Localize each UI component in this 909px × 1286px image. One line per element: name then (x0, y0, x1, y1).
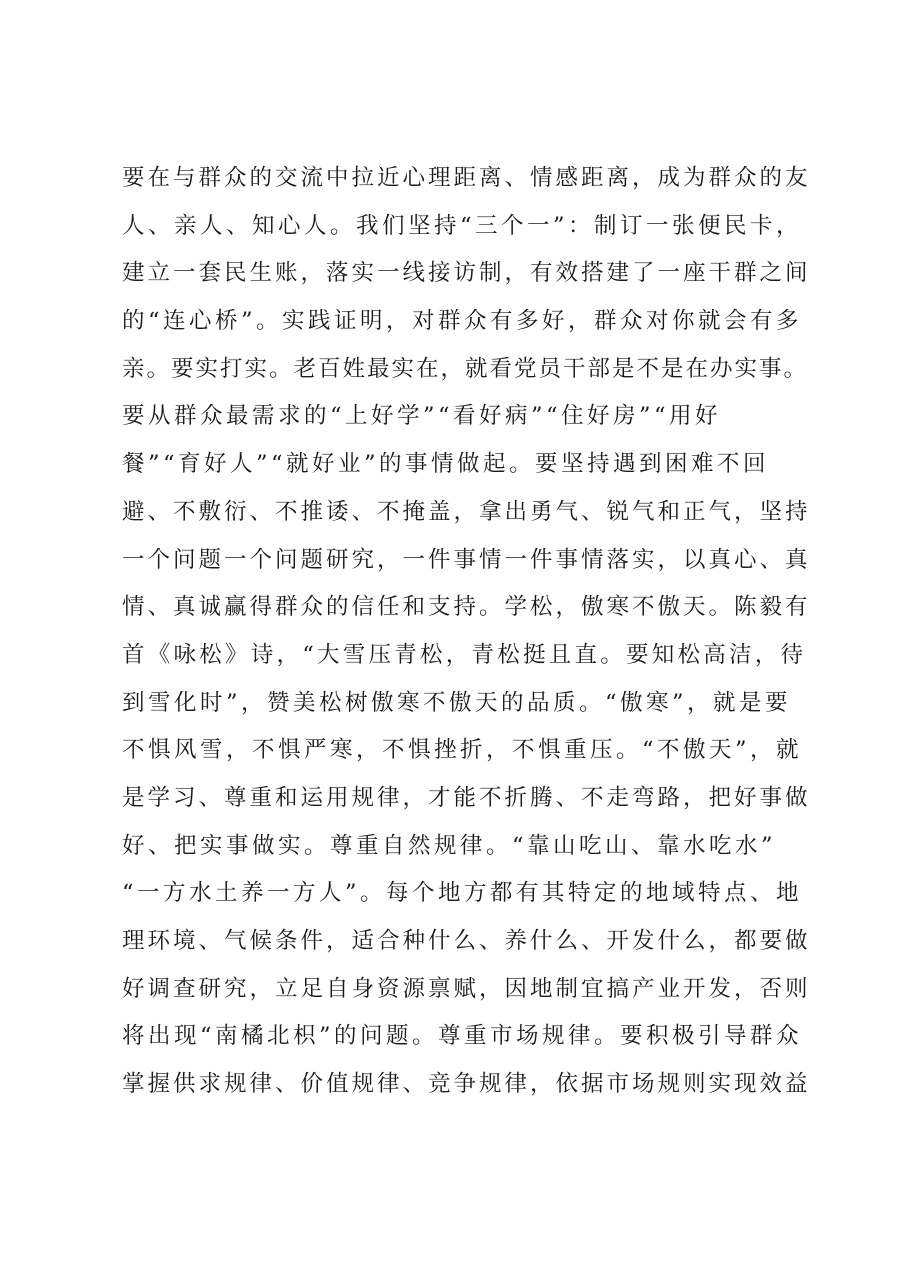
text-line: 是学习、尊重和运用规律，才能不折腾、不走弯路，把好事做 (122, 784, 811, 811)
text-line: “一方水土养一方人”。每个地方都有其特定的地域特点、地 (122, 880, 803, 907)
text-line: 避、不敷衍、不推诿、不掩盖，拿出勇气、锐气和正气，坚持 (122, 498, 811, 525)
text-line: 理环境、气候条件，适合种什么、养什么、开发什么，都要做 (122, 928, 811, 954)
text-line: 餐”“育好人”“就好业”的事情做起。要坚持遇到困难不回 (122, 451, 770, 478)
text-line: 不惧风雪，不惧严寒，不惧挫折，不惧重压。“不傲天”，就 (122, 737, 803, 764)
text-line: 到雪化时”，赞美松树傲寒不傲天的品质。“傲寒”，就是要 (122, 689, 792, 716)
body-text (122, 155, 811, 1109)
text-line: 一个问题一个问题研究，一件事情一件事情落实，以真心、真 (122, 546, 811, 573)
text-line: 要从群众最需求的“上好学”“看好病”“住好房”“用好 (122, 403, 722, 430)
text-line: 掌握供求规律、价值规律、竞争规律，依据市场规则实现效益 (122, 1071, 811, 1098)
text-line: 将出现“南橘北枳”的问题。尊重市场规律。要积极引导群众 (122, 1023, 803, 1050)
text-line: 要在与群众的交流中拉近心理距离、情感距离，成为群众的友 (122, 165, 811, 191)
text-line: 情、真诚赢得群众的信任和支持。学松，傲寒不傲天。陈毅有 (122, 594, 811, 621)
text-line: 亲。要实打实。老百姓最实在，就看党员干部是不是在办实事。 (122, 355, 809, 382)
text-line: 好调查研究，立足自身资源禀赋，因地制宜搞产业开发，否则 (122, 975, 811, 1002)
text-line: 人、亲人、知心人。我们坚持“三个一”：制订一张便民卡， (122, 212, 803, 239)
text-line: 建立一套民生账，落实一线接访制，有效搭建了一座干群之间 (122, 260, 811, 287)
text-line: 的“连心桥”。实践证明，对群众有多好，群众对你就会有多 (122, 308, 803, 335)
text-line: 好、把实事做实。尊重自然规律。“靠山吃山、靠水吃水” (122, 832, 777, 859)
text-line: 首《咏松》诗，“大雪压青松，青松挺且直。要知松高洁，待 (122, 641, 807, 668)
